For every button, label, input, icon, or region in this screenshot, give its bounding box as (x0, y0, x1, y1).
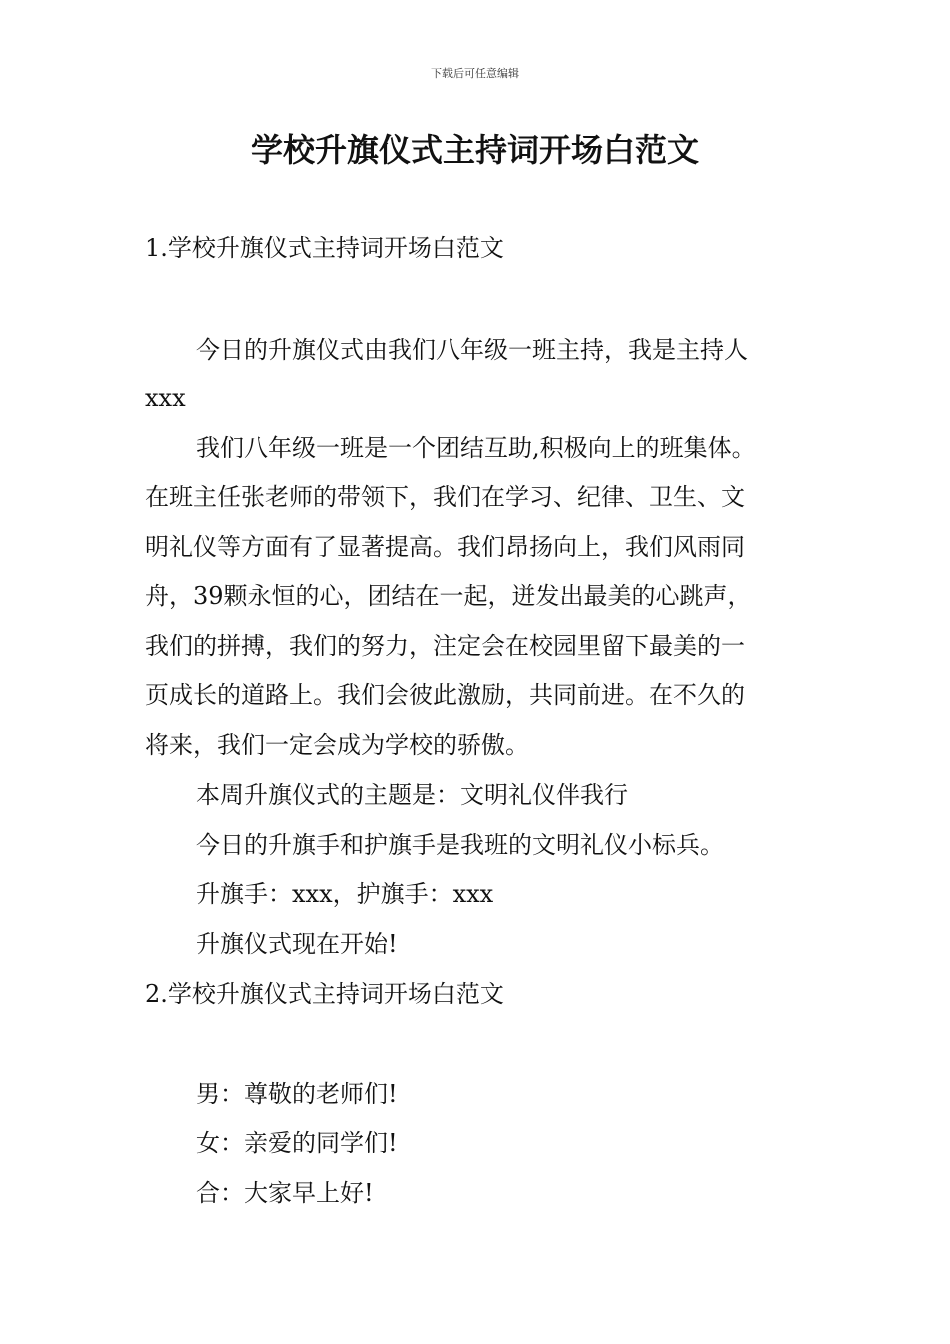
paragraph-line: 在班主任张老师的带领下，我们在学习、纪律、卫生、文 (145, 483, 745, 511)
paragraph-line: 将来，我们一定会成为学校的骄傲。 (145, 731, 529, 759)
ceremony-start: 升旗仪式现在开始! (196, 930, 398, 958)
paragraph-line: 页成长的道路上。我们会彼此激励，共同前进。在不久的 (145, 681, 745, 709)
theme-line: 本周升旗仪式的主题是：文明礼仪伴我行 (196, 781, 628, 809)
paragraph-line: 我们的拼搏，我们的努力，注定会在校园里留下最美的一 (145, 632, 745, 660)
female-host-line: 女：亲爱的同学们! (196, 1129, 398, 1157)
paragraph-line: 今日的升旗仪式由我们八年级一班主持，我是主持人 (196, 336, 748, 364)
paragraph-line: 我们八年级一班是一个团结互助,积极向上的班集体。 (196, 434, 756, 462)
flag-bearers: 升旗手：xxx，护旗手：xxx (196, 880, 494, 908)
section-1-heading: 1.学校升旗仪式主持词开场白范文 (145, 234, 504, 262)
male-host-line: 男：尊敬的老师们! (196, 1080, 398, 1108)
flag-bearers-intro: 今日的升旗手和护旗手是我班的文明礼仪小标兵。 (196, 831, 724, 859)
document-title: 学校升旗仪式主持词开场白范文 (250, 131, 699, 169)
paragraph-line: 明礼仪等方面有了显著提高。我们昂扬向上，我们风雨同 (145, 533, 745, 561)
paragraph-line: 舟，39颗永恒的心，团结在一起，迸发出最美的心跳声， (145, 582, 752, 610)
header-note: 下载后可任意编辑 (431, 67, 519, 80)
together-line: 合：大家早上好! (196, 1179, 374, 1207)
section-2-heading: 2.学校升旗仪式主持词开场白范文 (145, 980, 504, 1008)
paragraph-line: xxx (145, 384, 186, 412)
